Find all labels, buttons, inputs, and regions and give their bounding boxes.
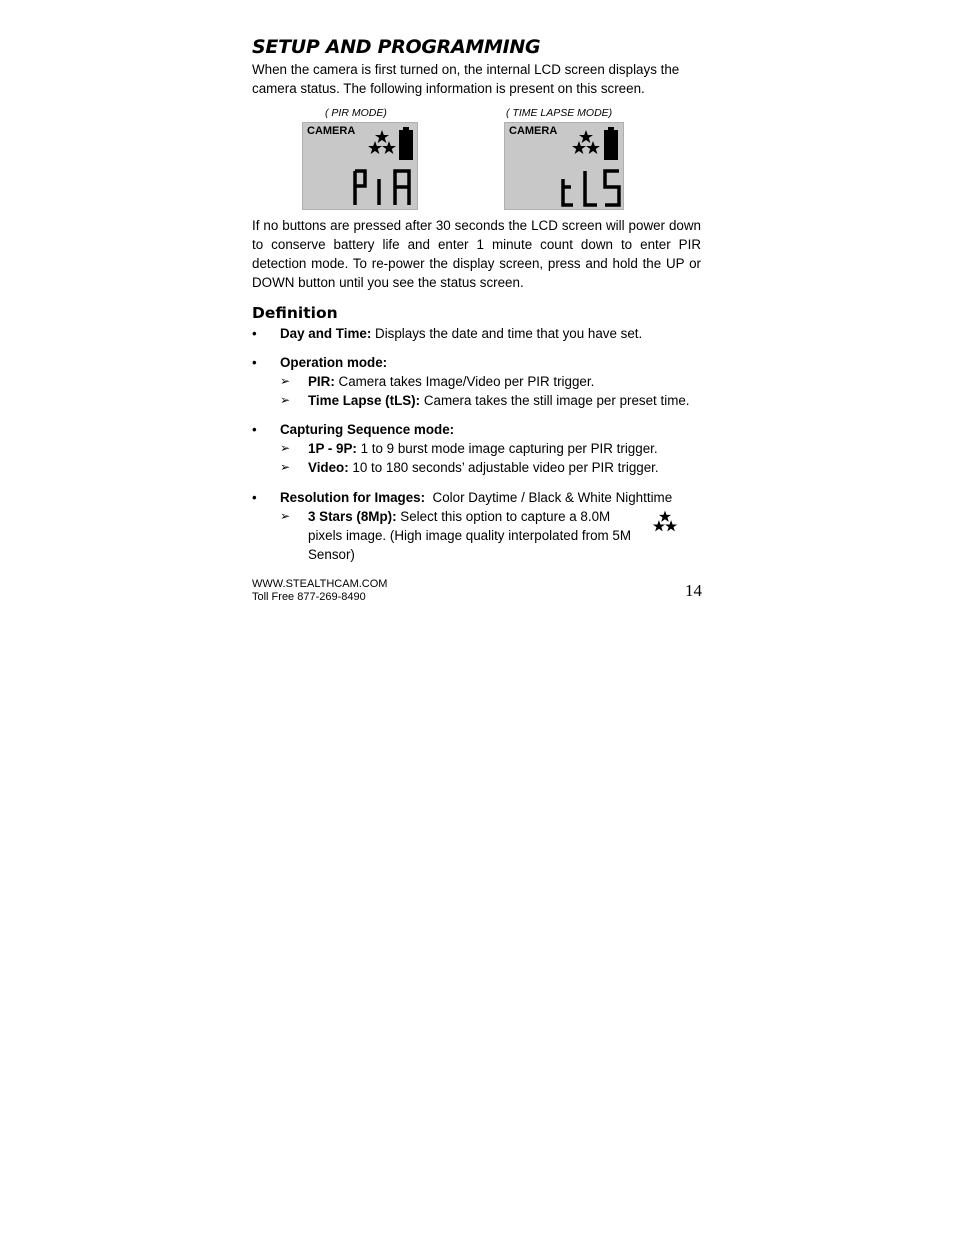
three-stars-icon (652, 509, 678, 533)
sub-list-item (280, 507, 708, 564)
sub-list (280, 507, 708, 564)
definition-term: Capturing Sequence mode: (280, 422, 455, 437)
bullet-icon: • (252, 326, 257, 341)
sub-text: 1 to 9 burst mode image capturing per PIR trigger. (356, 441, 658, 456)
lcd-label: CAMERA (509, 125, 558, 137)
list-item (252, 324, 708, 343)
battery-icon (398, 127, 414, 161)
three-stars-icon (571, 129, 601, 155)
sub-text: Select this option to capture a 8.0M pixels image. (High image quality interpolated from 5M Sensor) (308, 509, 632, 562)
list-item (252, 488, 708, 564)
lcd-pir (302, 106, 418, 210)
lcd-caption: ( PIR MODE) (325, 107, 387, 119)
lcd-label: CAMERA (307, 125, 356, 137)
sub-list-item (280, 372, 708, 391)
arrowhead-icon: ➢ (280, 393, 291, 407)
sub-term: 1P - 9P: (308, 441, 357, 456)
battery-icon (603, 127, 619, 161)
definition-text: Displays the date and time that you have set. (371, 326, 643, 341)
arrowhead-icon: ➢ (280, 509, 291, 523)
bullet-icon: • (252, 422, 257, 437)
lcd-illustrations (252, 106, 708, 216)
sub-list (280, 372, 708, 410)
arrowhead-icon: ➢ (280, 374, 291, 388)
definition-list (252, 324, 708, 564)
footer-website: WWW.STEALTHCAM.COM (252, 578, 388, 590)
lcd-segment-display (353, 169, 418, 207)
sub-list-item (280, 439, 708, 458)
footer-phone: Toll Free 877-269-8490 (252, 591, 366, 603)
page-footer (252, 578, 702, 608)
three-stars-icon (367, 129, 397, 155)
lcd-segment-display (559, 169, 621, 207)
footer-contact (252, 578, 387, 604)
intro-paragraph: When the camera is first turned on, the internal LCD screen displays the camera status. The following information is present on this screen. (252, 62, 680, 96)
definition-term: Resolution for Images: (280, 490, 426, 505)
sub-text: Camera takes the still image per preset time. (420, 393, 690, 408)
bullet-icon: • (252, 355, 257, 370)
arrowhead-icon: ➢ (280, 441, 291, 455)
bullet-icon: • (252, 490, 257, 505)
list-item (252, 420, 708, 477)
sub-term: 3 Stars (8Mp): (308, 509, 397, 524)
lcd-caption: ( TIME LAPSE MODE) (506, 107, 613, 119)
sub-term: PIR: (308, 374, 335, 389)
page-title: SETUP AND PROGRAMMING (252, 36, 541, 58)
sub-text: 10 to 180 seconds’ adjustable video per PIR trigger. (348, 460, 659, 475)
page-number: 14 (685, 581, 702, 600)
sub-term: Video: (308, 460, 349, 475)
lcd-screen (302, 122, 418, 210)
sub-list-item (280, 391, 708, 410)
lcd-tls (504, 106, 624, 210)
sub-term: Time Lapse (tLS): (308, 393, 421, 408)
definition-term: Operation mode: (280, 355, 388, 370)
list-item (252, 353, 708, 410)
definition-term: Day and Time: (280, 326, 372, 341)
arrowhead-icon: ➢ (280, 460, 291, 474)
sub-list (280, 439, 708, 477)
sub-list-item (280, 458, 708, 477)
sub-text: Camera takes Image/Video per PIR trigger. (334, 374, 595, 389)
definition-text: Color Daytime / Black & White Nighttime (425, 490, 673, 505)
power-paragraph: If no buttons are pressed after 30 seconds the LCD screen will power down to conserve battery life and enter 1 minute count down to enter PIR detection mode. To re-power the display screen, press and hold the UP or DOWN button until you see the status screen. (252, 218, 701, 290)
definition-heading: Definition (252, 304, 338, 322)
manual-page (252, 34, 708, 564)
lcd-screen (504, 122, 624, 210)
